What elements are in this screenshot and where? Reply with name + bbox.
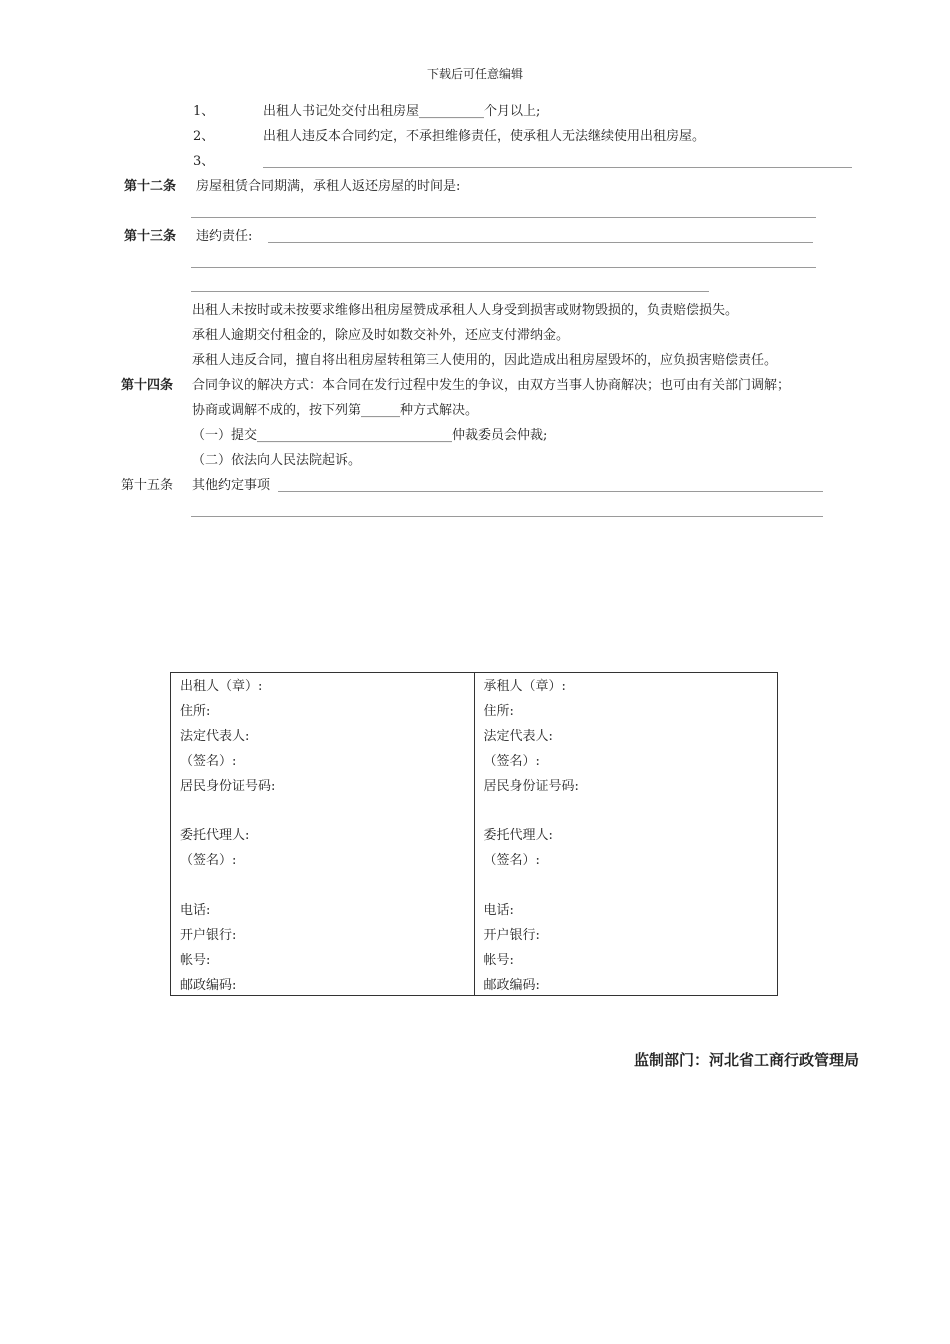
lessee-bank: 开户银行: — [483, 928, 540, 943]
lessee-id-number: 居民身份证号码: — [483, 779, 579, 794]
clause-15-label: 第十五条 — [121, 478, 174, 493]
clause-12-label: 第十二条 — [124, 179, 177, 194]
lessor-postcode: 邮政编码: — [180, 978, 237, 993]
lessor-bank: 开户银行: — [180, 928, 237, 943]
clause-14-choice-blank: ______ — [361, 403, 401, 418]
clause-14-line-1: 合同争议的解决方式：本合同在发行过程中发生的争议，由双方当事人协商解决；也可由有关部门调解； — [192, 378, 791, 393]
clause-14-line-2-after: 种方式解决。 — [400, 403, 479, 418]
lessee-address: 住所: — [483, 704, 514, 719]
lessee-column — [474, 673, 778, 995]
lessee-account: 帐号: — [483, 953, 514, 968]
item-1-number: 1、 — [193, 104, 215, 119]
item-3-fill-line — [263, 167, 852, 168]
lessee-postcode: 邮政编码: — [483, 978, 540, 993]
lessor-account: 帐号: — [180, 953, 211, 968]
item-2-number: 2、 — [193, 129, 215, 144]
supervising-authority: 监制部门：河北省工商行政管理局 — [633, 1051, 859, 1069]
clause-14-option-1 — [192, 428, 547, 444]
signature-table — [170, 672, 778, 996]
arbitration-blank: ______________________________ — [257, 428, 453, 443]
clause-15-fill-line-2 — [191, 516, 823, 517]
clause-12-fill-line — [191, 217, 816, 218]
clause-13-paragraph-2: 承租人逾期交付租金的，除应及时如数交补外，还应支付滞纳金。 — [192, 328, 570, 343]
lessor-legal-rep: 法定代表人: — [180, 729, 250, 744]
lessor-seal: 出租人（章）: — [180, 679, 263, 694]
lessor-agent-signature: （签名）: — [180, 853, 237, 868]
lessee-phone: 电话: — [483, 903, 514, 918]
item-1-text — [263, 104, 540, 120]
clause-13-fill-line-3 — [191, 291, 709, 292]
clause-13-fill-line-1 — [268, 242, 813, 243]
lessee-seal: 承租人（章）: — [483, 679, 566, 694]
lessor-agent: 委托代理人: — [180, 828, 250, 843]
lessee-agent: 委托代理人: — [483, 828, 553, 843]
option-1-before: （一）提交 — [192, 428, 258, 443]
clause-15-text: 其他约定事项 — [192, 478, 271, 493]
clause-13-paragraph-3: 承租人违反合同，擅自将出租房屋转租第三人使用的，因此造成出租房屋毁坏的，应负损害赔偿责任。 — [192, 353, 778, 368]
lessor-phone: 电话: — [180, 903, 211, 918]
item-1-text-before: 出租人书记处交付出租房屋 — [263, 104, 420, 119]
lessor-id-number: 居民身份证号码: — [180, 779, 276, 794]
option-1-after: 仲裁委员会仲裁; — [452, 428, 548, 443]
clause-14-line-2-before: 协商或调解不成的，按下列第 — [192, 403, 362, 418]
clause-13-prefix: 违约责任: — [196, 229, 253, 244]
item-1-text-after: 个月以上; — [484, 104, 541, 119]
clause-13-paragraph-1: 出租人未按时或未按要求维修出租房屋赞成承租人人身受到损害或财物毁损的，负责赔偿损失。 — [192, 303, 739, 318]
item-3-number: 3、 — [193, 154, 215, 169]
clause-14-label: 第十四条 — [121, 378, 174, 393]
clause-13-fill-line-2 — [191, 267, 816, 268]
lessor-signature: （签名）: — [180, 754, 237, 769]
lessee-agent-signature: （签名）: — [483, 853, 540, 868]
lessor-column — [171, 673, 474, 995]
lessee-legal-rep: 法定代表人: — [483, 729, 553, 744]
item-2-text: 出租人违反本合同约定，不承担维修责任，使承租人无法继续使用出租房屋。 — [263, 129, 706, 144]
clause-13-label: 第十三条 — [124, 229, 177, 244]
lessee-signature: （签名）: — [483, 754, 540, 769]
clause-14-option-2: （二）依法向人民法院起诉。 — [192, 453, 362, 468]
clause-12-text: 房屋租赁合同期满，承租人返还房屋的时间是: — [196, 179, 461, 194]
item-1-blank: __________ — [419, 104, 485, 119]
clause-14-line-2 — [192, 403, 478, 419]
clause-15-fill-line-1 — [278, 491, 823, 492]
page-header: 下载后可任意编辑 — [426, 67, 523, 81]
lessor-address: 住所: — [180, 704, 211, 719]
